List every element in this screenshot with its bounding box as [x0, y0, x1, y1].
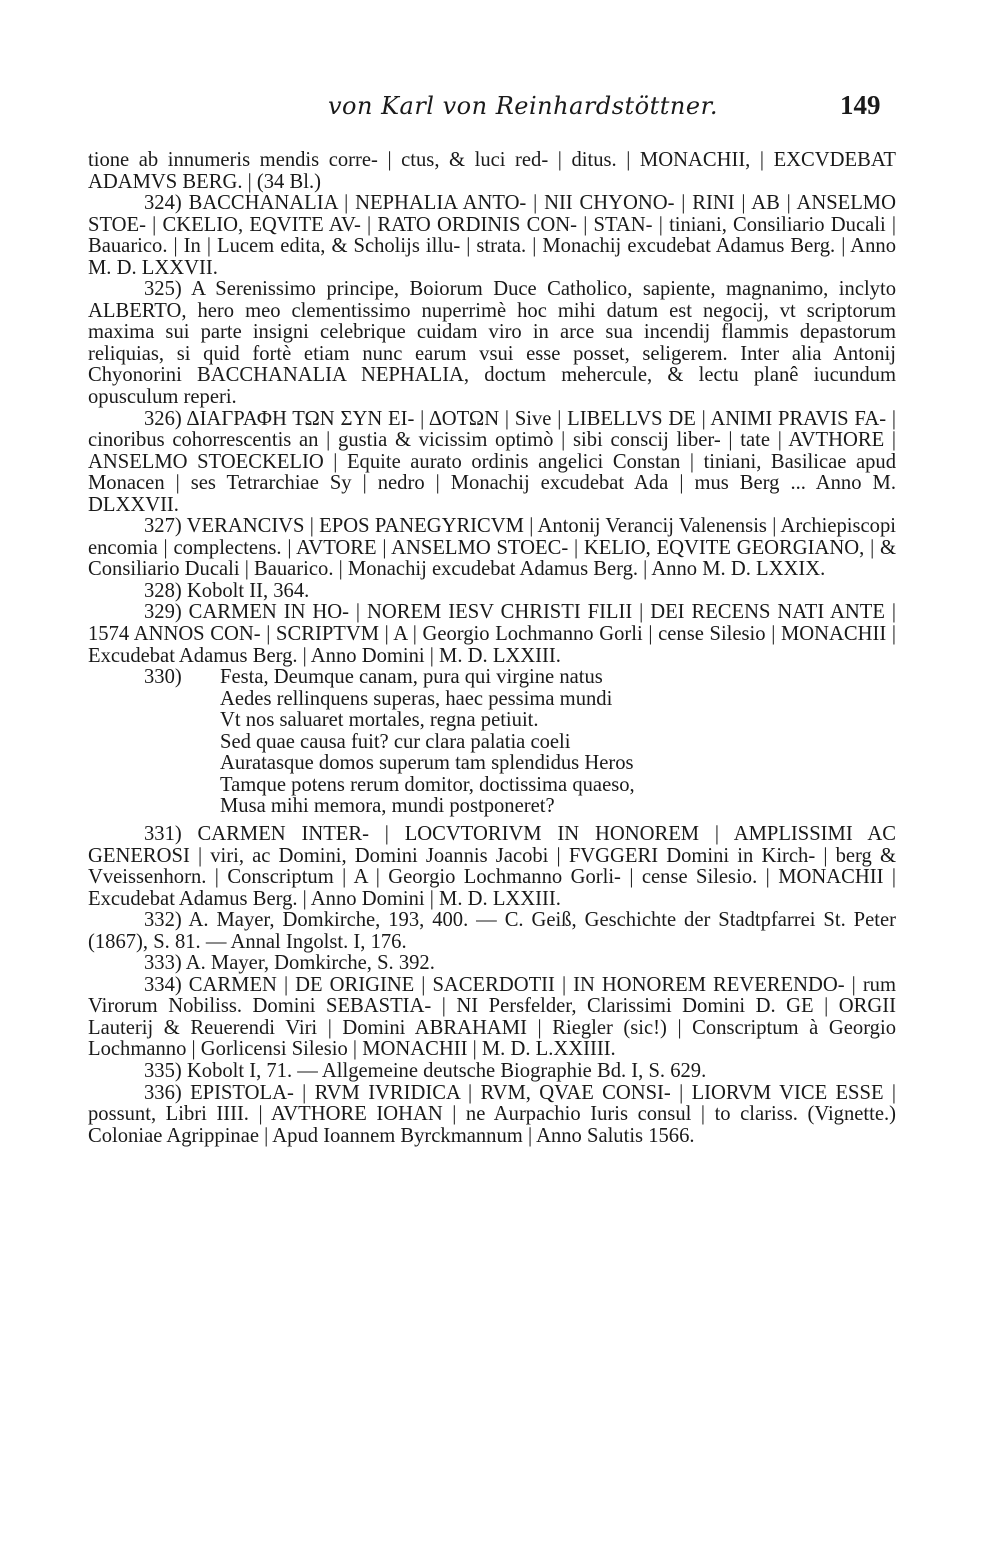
footnote-335: 335) Kobolt I, 71. — Allgemeine deutsche Biographie Bd. I, S. 629.	[144, 1059, 707, 1082]
footnote-328: 328) Kobolt II, 364.	[144, 579, 310, 602]
poem-line: Aedes rellinquens superas, haec pessima mundi	[220, 687, 613, 710]
body-text	[88, 150, 896, 1147]
footnote-327: 327) VERANCIVS | EPOS PANEGYRICVM | Antonij Verancij Valenensis | Archiepiscopi encomia | complectens. | AVTORE | ANSELMO STOEC- | KELIO, EQVITE GEORGIANO, | & Consiliario Ducali | Bauarico. | Monachij excudebat Adamus Berg. | Anno M. D. LXXIX.	[88, 515, 896, 581]
footnote-332: 332) A. Mayer, Domkirche, 193, 400. — C. Geiß, Geschichte der Stadtpfarrei St. Peter (1867), S. 81. — Annal Ingolst. I, 176.	[88, 909, 896, 953]
poem-block	[88, 667, 896, 818]
poem-line: Sed quae causa fuit? cur clara palatia coeli	[220, 730, 571, 753]
poem-line: Tamque potens rerum domitor, doctissima quaeso,	[220, 773, 635, 796]
footnote-324: 324) BACCHANALIA | NEPHALIA ANTO- | NII CHYONO- | RINI | AB | ANSELMO STOE- | CKELIO, EQVITE AV- | RATO ORDINIS CON- | STAN- | tiniani, Consiliario Ducali | Bauarico. | In | Lucem edita, & Scholijs illu- | strata. | Monachij excudebat Adamus Berg. | Anno M. D. LXXVII.	[88, 192, 896, 279]
poem-line: Vt nos saluaret mortales, regna petiuit.	[220, 709, 539, 732]
footnote-329: 329) CARMEN IN HO- | NOREM IESV CHRISTI FILII | DEI RECENS NATI ANTE | 1574 ANNOS CON- | SCRIPTVM | A | Georgio Lochmanno Gorli | cense Silesio | MONACHII | Excudebat Adamus Berg. | Anno Domini | M. D. LXXIII.	[88, 601, 896, 667]
poem-line: Festa, Deumque canam, pura qui virgine natus	[220, 666, 603, 689]
paragraph: tione ab innumeris mendis corre- | ctus, & luci red- | ditus. | MONACHII, | EXCVDEBAT ADAMVS BERG. | (34 Bl.)	[88, 149, 896, 193]
footnote-334: 334) CARMEN | DE ORIGINE | SACERDOTII | IN HONOREM REVERENDO- | rum Virorum Nobiliss. Domini SEBASTIA- | NI Persfelder, Clarissimi Domini D. GE | ORGII Lauterij & Reuerendi Viri | Domini ABRAHAMI | Riegler (sic!) | Conscriptum à Georgio Lochmanno | Gorlicensi Silesio | MONACHII | M. D. L.XXIIII.	[88, 973, 896, 1061]
footnote-331: 331) CARMEN INTER- | LOCVTORIVM IN HONOREM | AMPLISSIMI AC GENEROSI | viri, ac Domini, Domini Joannis Jacobi | FVGGERI Domini in Kirch- | berg & Vveissenhorn. | Conscriptum | A | Georgio Lochmanno Gorli- | cense Silesio. | MONACHII | Excudebat Adamus Berg. | Anno Domini | M. D. LXXIII.	[88, 822, 896, 910]
footnote-336: 336) EPISTOLA- | RVM IVRIDICA | RVM, QVAE CONSI- | LIORVM VICE ESSE | possunt, Libri IIII. | AVTHORE IOHAN | ne Aurpachio Iuris consul | to clariss. (Vignette.) Coloniae Agrippinae | Apud Ioannem Byrckmannum | Anno Salutis 1566.	[88, 1081, 896, 1147]
poem-number: 330)	[144, 666, 182, 689]
footnote-326: 326) ΔΙΑΓΡΑΦΗ ΤΩΝ ΣΥΝ ΕΙ- | ΔΟΤΩΝ | Sive | LIBELLVS DE | ANIMI PRAVIS FA- | cinoribus cohorrescentis an | gustia & vicissim optimò | sibi conscij liber- | tate | AVTHORE | ANSELMO STOECKELIO | Equite aurato ordinis angelici Constan | tiniani, Basilicae apud Monacen | ses Tetrarchiae Sy | nedro | Monachij excudebat Ada | mus Berg ... Anno M. DLXXVII.	[88, 407, 896, 516]
poem-line: Musa mihi memora, mundi postponeret?	[220, 795, 555, 818]
page-number: 149	[840, 90, 881, 120]
running-title: von Karl von Reinhardstöttner.	[328, 92, 719, 120]
footnote-333: 333) A. Mayer, Domkirche, S. 392.	[144, 952, 435, 975]
footnote-325: 325) A Serenissimo principe, Boiorum Duce Catholico, sapiente, magnanimo, inclyto ALBERTO, hero meo clementissimo nuperrimè hoc mihi datum est negocij, vt scriptorum maxima sui parte insigni celebrique cuidam viro in arce sua incendij flammis depastorum reliquias, si quid fortè etiam nunc earum vsui esse posset, seligerem. Inter alia Antonij Chyonorini BACCHANALIA NEPHALIA, doctum mehercule, & lectu planê iucundum opusculum reperi.	[88, 278, 896, 409]
poem-line: Auratasque domos superum tam splendidus Heros	[220, 752, 634, 775]
